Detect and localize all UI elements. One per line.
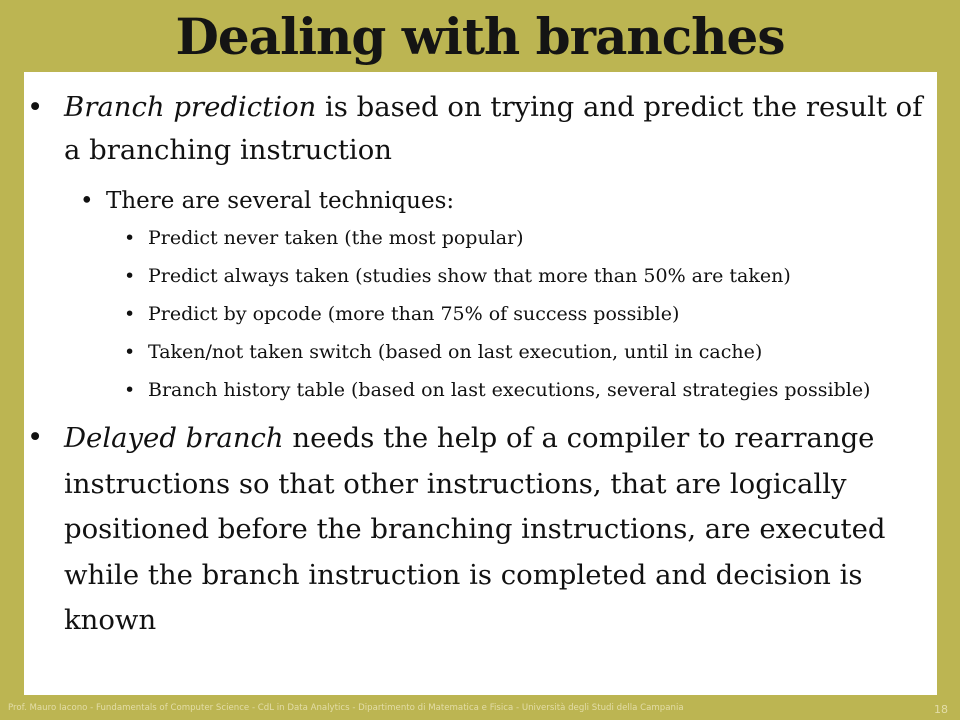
bullet-delayed-branch: [27, 416, 923, 644]
technique-text: Predict never taken (the most popular): [148, 227, 524, 249]
technique-text: Branch history table (based on last executions, several strategies possible): [148, 379, 871, 401]
bullet-emphasis: Delayed branch: [64, 422, 284, 454]
technique-text: Taken/not taken switch (based on last execution, until in cache): [148, 341, 763, 363]
bullet-marker: •: [80, 188, 94, 214]
bullet-marker: •: [124, 227, 136, 249]
technique-item: [124, 378, 923, 403]
bullet-marker: •: [124, 265, 136, 287]
technique-item: [124, 264, 923, 289]
sub-bullet-text: There are several techniques:: [106, 188, 455, 214]
technique-text: Predict by opcode (more than 75% of success possible): [148, 303, 680, 325]
technique-item: [124, 340, 923, 365]
bullet-branch-prediction: [27, 86, 923, 172]
bullet-marker: •: [124, 303, 136, 325]
bullet-marker: •: [27, 91, 44, 123]
technique-item: [124, 226, 923, 251]
footer-text: Prof. Mauro Iacono - Fundamentals of Computer Science - CdL in Data Analytics - Dipartimento di Matematica e Fisica - Università degli Studi della Campania: [8, 703, 684, 713]
bullet-marker: •: [124, 341, 136, 363]
slide-title: Dealing with branches: [175, 7, 785, 66]
page-number: 18: [934, 703, 948, 716]
bullet-text: needs the help of a compiler to rearrange instructions so that other instructions, that are logically positioned before the branching instructions, are executed while the branch instruction is completed and decision is known: [64, 422, 886, 636]
sub-bullet-techniques: [80, 186, 923, 216]
bullet-marker: •: [124, 379, 136, 401]
technique-text: Predict always taken (studies show that more than 50% are taken): [148, 265, 791, 287]
technique-item: [124, 302, 923, 327]
content-panel: [24, 72, 937, 695]
bullet-marker: •: [27, 421, 44, 453]
bullet-emphasis: Branch prediction: [64, 91, 317, 123]
bullet-text: is based on trying and predict the result of a branching instruction: [64, 91, 923, 166]
